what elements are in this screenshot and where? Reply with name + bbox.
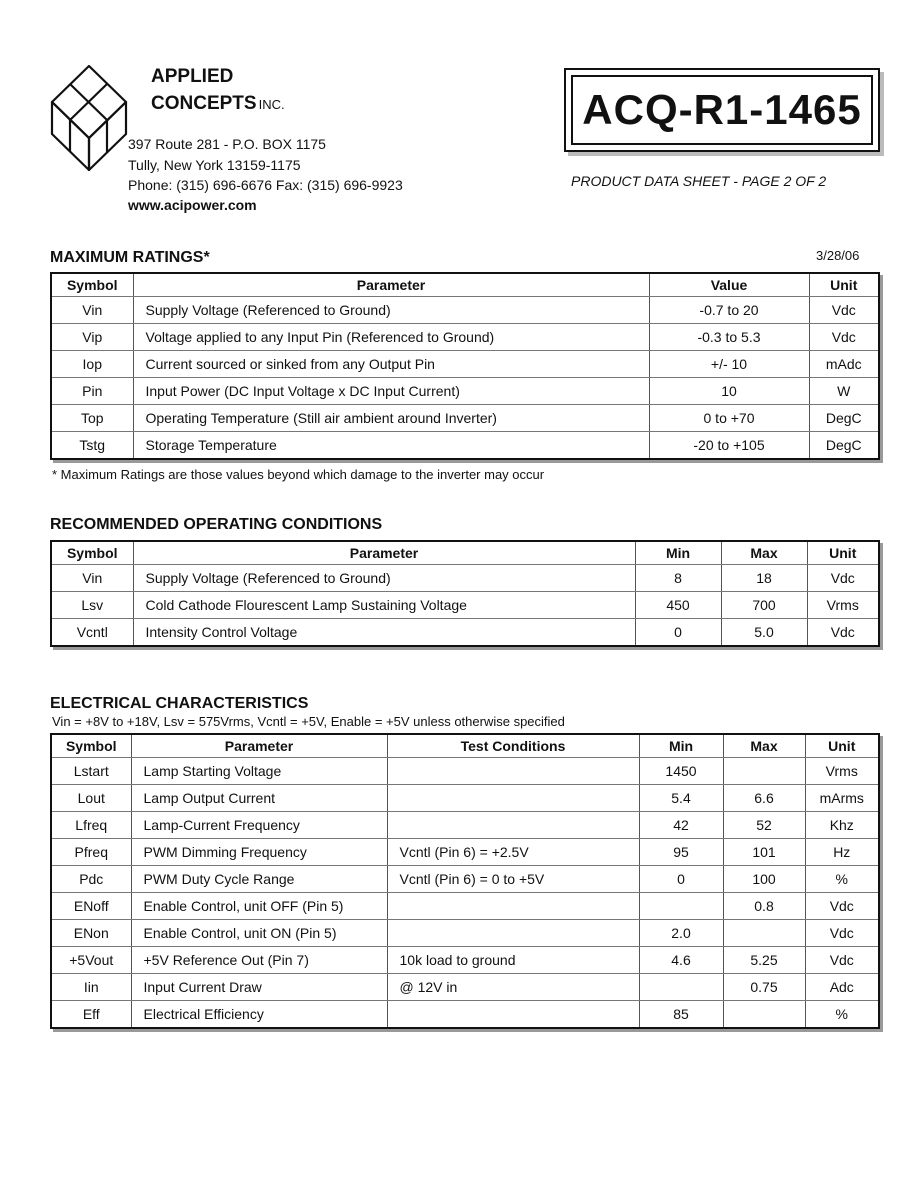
cell-max: 52: [723, 812, 805, 839]
cell-symbol: Lstart: [51, 758, 131, 785]
cell-unit: mArms: [805, 785, 879, 812]
table-row: [51, 785, 879, 812]
col-header-unit: Unit: [805, 734, 879, 758]
cell-parameter: PWM Duty Cycle Range: [131, 866, 387, 893]
cell-max: [723, 920, 805, 947]
cell-parameter: Operating Temperature (Still air ambient around Inverter): [133, 405, 649, 432]
cell-parameter: Supply Voltage (Referenced to Ground): [133, 565, 635, 592]
cell-value: -0.3 to 5.3: [649, 324, 809, 351]
cell-unit: Vdc: [807, 619, 879, 647]
col-header-max: Max: [723, 734, 805, 758]
col-header-value: Value: [649, 273, 809, 297]
cell-value: 0 to +70: [649, 405, 809, 432]
company-suffix: INC.: [258, 97, 285, 112]
cell-parameter: Lamp-Current Frequency: [131, 812, 387, 839]
col-header-test-conditions: Test Conditions: [387, 734, 639, 758]
address-line2: Tully, New York 13159-1175: [128, 157, 301, 173]
cell-symbol: ENon: [51, 920, 131, 947]
part-number: ACQ-R1-1465: [571, 75, 873, 145]
table-row: [51, 947, 879, 974]
cell-symbol: +5Vout: [51, 947, 131, 974]
cell-test-conditions: [387, 785, 639, 812]
cell-min: 2.0: [639, 920, 723, 947]
cell-symbol: Lsv: [51, 592, 133, 619]
cell-min: 5.4: [639, 785, 723, 812]
cell-unit: Vdc: [809, 297, 879, 324]
cell-unit: DegC: [809, 432, 879, 460]
cell-symbol: Iin: [51, 974, 131, 1001]
table-row: [51, 297, 879, 324]
cell-test-conditions: 10k load to ground: [387, 947, 639, 974]
cell-parameter: Storage Temperature: [133, 432, 649, 460]
cell-unit: %: [805, 866, 879, 893]
cell-test-conditions: Vcntl (Pin 6) = +2.5V: [387, 839, 639, 866]
col-header-min: Min: [635, 541, 721, 565]
address-line1: 397 Route 281 - P.O. BOX 1175: [128, 136, 326, 152]
table-row: [51, 920, 879, 947]
cell-unit: Vrms: [805, 758, 879, 785]
cell-parameter: PWM Dimming Frequency: [131, 839, 387, 866]
cell-unit: mAdc: [809, 351, 879, 378]
cell-min: 0: [635, 619, 721, 647]
cell-max: [723, 1001, 805, 1029]
cell-value: +/- 10: [649, 351, 809, 378]
electrical-title: ELECTRICAL CHARACTERISTICS: [50, 695, 309, 712]
part-number-box: [564, 68, 880, 152]
electrical-table: [50, 733, 880, 1029]
col-header-unit: Unit: [809, 273, 879, 297]
max-ratings-footnote: * Maximum Ratings are those values beyond which damage to the inverter may occur: [52, 467, 545, 482]
cell-parameter: Cold Cathode Flourescent Lamp Sustaining Voltage: [133, 592, 635, 619]
col-header-parameter: Parameter: [133, 273, 649, 297]
table-row: [51, 1001, 879, 1029]
cell-min: 95: [639, 839, 723, 866]
cell-min: 4.6: [639, 947, 723, 974]
table-row: [51, 378, 879, 405]
col-header-symbol: Symbol: [51, 541, 133, 565]
cell-test-conditions: [387, 1001, 639, 1029]
cell-symbol: Lout: [51, 785, 131, 812]
cell-unit: Vrms: [807, 592, 879, 619]
col-header-parameter: Parameter: [133, 541, 635, 565]
table-header-row: [51, 541, 879, 565]
cell-symbol: Pfreq: [51, 839, 131, 866]
col-header-min: Min: [639, 734, 723, 758]
rec-conditions-title: RECOMMENDED OPERATING CONDITIONS: [50, 516, 383, 533]
cell-min: 42: [639, 812, 723, 839]
col-header-symbol: Symbol: [51, 734, 131, 758]
cell-max: 700: [721, 592, 807, 619]
cell-symbol: ENoff: [51, 893, 131, 920]
cell-symbol: Tstg: [79, 437, 106, 453]
table-row: [51, 432, 879, 460]
cell-symbol: Pdc: [51, 866, 131, 893]
cell-parameter: Input Power (DC Input Voltage x DC Input Current): [133, 378, 649, 405]
table-row: [51, 324, 879, 351]
cell-parameter: Supply Voltage (Referenced to Ground): [133, 297, 649, 324]
electrical-conditions-note: Vin = +8V to +18V, Lsv = 575Vrms, Vcntl = +5V, Enable = +5V unless otherwise specified: [52, 714, 565, 729]
cell-parameter: Intensity Control Voltage: [133, 619, 635, 647]
cell-value: 10: [649, 378, 809, 405]
cell-parameter: Current sourced or sinked from any Output Pin: [133, 351, 649, 378]
sheet-label: PRODUCT DATA SHEET - PAGE 2 OF 2: [571, 173, 827, 189]
cell-unit: Khz: [805, 812, 879, 839]
cell-max: 0.75: [723, 974, 805, 1001]
cell-unit: Adc: [805, 974, 879, 1001]
col-header-symbol: Symbol: [51, 273, 133, 297]
cell-unit: %: [805, 1001, 879, 1029]
cell-max: 5.0: [721, 619, 807, 647]
cell-test-conditions: [387, 758, 639, 785]
max-ratings-title: MAXIMUM RATINGS*: [50, 249, 210, 266]
cell-test-conditions: [387, 893, 639, 920]
cell-max: 100: [723, 866, 805, 893]
table-row: [51, 565, 879, 592]
cell-symbol: Eff: [82, 1006, 100, 1022]
table-row: [51, 866, 879, 893]
cell-min: [639, 893, 723, 920]
cell-min: 8: [635, 565, 721, 592]
cell-symbol: Iop: [51, 351, 133, 378]
cell-min: 450: [635, 592, 721, 619]
company-name-line1: APPLIED: [151, 66, 234, 87]
cell-max: 101: [723, 839, 805, 866]
cell-unit: DegC: [809, 405, 879, 432]
cell-parameter: +5V Reference Out (Pin 7): [131, 947, 387, 974]
cell-symbol: Top: [51, 405, 133, 432]
website-link[interactable]: www.acipower.com: [128, 197, 257, 213]
cell-unit: Vdc: [805, 893, 879, 920]
cell-parameter: Electrical Efficiency: [131, 1001, 387, 1029]
cell-parameter: Lamp Starting Voltage: [131, 758, 387, 785]
cell-unit: Vdc: [805, 920, 879, 947]
cell-parameter: Enable Control, unit OFF (Pin 5): [131, 893, 387, 920]
cell-max: 5.25: [723, 947, 805, 974]
table-row: [51, 619, 879, 647]
cell-symbol: Vcntl: [76, 624, 108, 640]
cell-parameter: Lamp Output Current: [131, 785, 387, 812]
cell-unit: Vdc: [809, 324, 879, 351]
cell-value: -20 to +105: [649, 432, 809, 460]
table-row: [51, 812, 879, 839]
cell-value: -0.7 to 20: [649, 297, 809, 324]
cell-parameter: Voltage applied to any Input Pin (Referenced to Ground): [133, 324, 649, 351]
cell-parameter: Input Current Draw: [131, 974, 387, 1001]
cell-unit: W: [809, 378, 879, 405]
company-name-line2: [151, 93, 285, 115]
table-row: [51, 405, 879, 432]
table-header-row: [51, 734, 879, 758]
cell-min: 85: [639, 1001, 723, 1029]
phone-fax: Phone: (315) 696-6676 Fax: (315) 696-9923: [128, 177, 403, 193]
cell-unit: Hz: [805, 839, 879, 866]
cell-symbol: Lfreq: [51, 812, 131, 839]
cell-min: 1450: [639, 758, 723, 785]
cell-symbol: Vin: [51, 565, 133, 592]
cell-max: 18: [721, 565, 807, 592]
table-header-row: [51, 273, 879, 297]
cell-test-conditions: @ 12V in: [387, 974, 639, 1001]
cell-symbol: Vip: [51, 324, 133, 351]
cell-min: [639, 974, 723, 1001]
cell-unit: Vdc: [807, 565, 879, 592]
cell-max: 6.6: [723, 785, 805, 812]
table-row: [51, 839, 879, 866]
max-ratings-table: [50, 272, 880, 460]
col-header-unit: Unit: [807, 541, 879, 565]
table-row: [51, 893, 879, 920]
cell-max: [723, 758, 805, 785]
col-header-parameter: Parameter: [131, 734, 387, 758]
table-row: [51, 974, 879, 1001]
cell-symbol: Vin: [51, 297, 133, 324]
cell-test-conditions: Vcntl (Pin 6) = 0 to +5V: [387, 866, 639, 893]
company-name-main: CONCEPTS: [151, 93, 257, 114]
cell-parameter: Enable Control, unit ON (Pin 5): [131, 920, 387, 947]
cell-test-conditions: [387, 920, 639, 947]
doc-date: 3/28/06: [816, 248, 860, 263]
col-header-max: Max: [721, 541, 807, 565]
company-logo: [48, 62, 130, 172]
cell-test-conditions: [387, 812, 639, 839]
cell-max: 0.8: [723, 893, 805, 920]
table-row: [51, 351, 879, 378]
table-row: [51, 758, 879, 785]
cell-min: 0: [639, 866, 723, 893]
table-row: [51, 592, 879, 619]
rec-conditions-table: [50, 540, 880, 647]
cell-unit: Vdc: [805, 947, 879, 974]
cell-symbol: Pin: [51, 378, 133, 405]
